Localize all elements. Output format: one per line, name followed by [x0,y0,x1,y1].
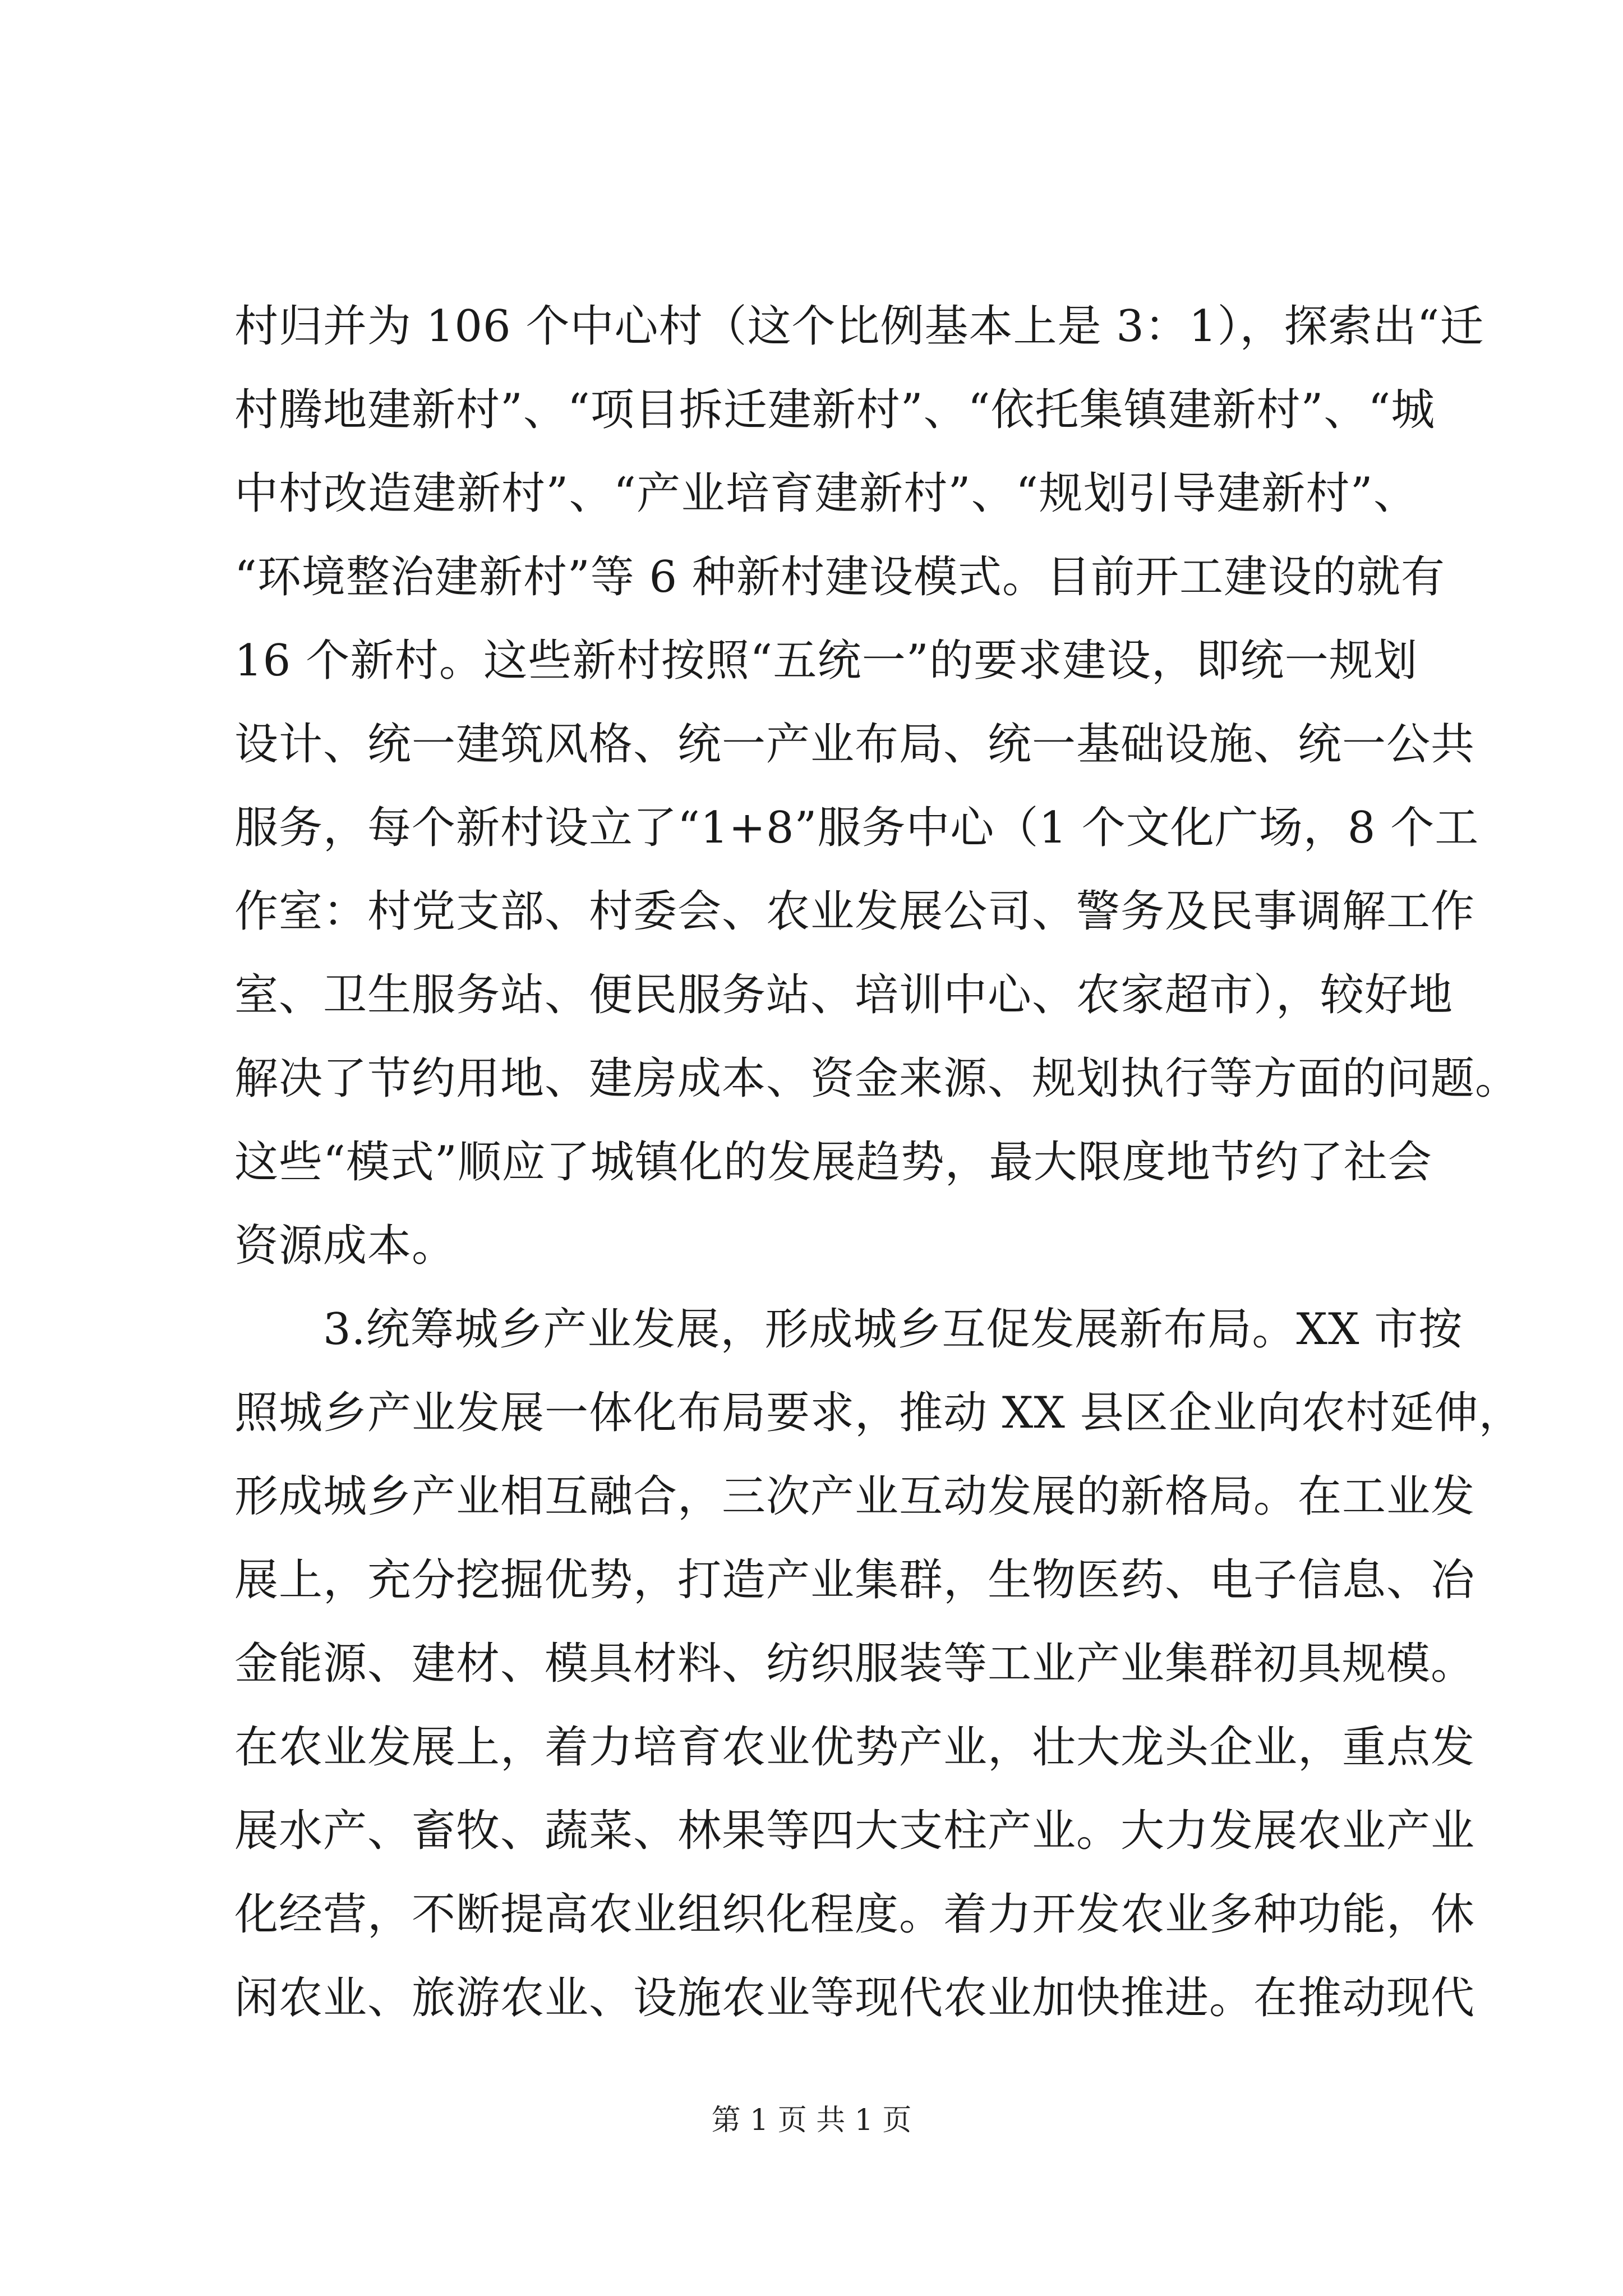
text-line: 展水产、畜牧、蔬菜、林果等四大支柱产业。大力发展农业产业 [234,1806,1476,1856]
text-line: 展上，充分挖掘优势，打造产业集群，生物医药、电子信息、冶 [234,1555,1476,1605]
text-line: 作室：村党支部、村委会、农业发展公司、警务及民事调解工作 [234,886,1476,937]
text-line: 资源成本。 [234,1221,457,1271]
text-line: 16 个新村。这些新村按照“五统一”的要求建设，即统一规划 [234,636,1418,686]
page-footer: 第 1 页 共 1 页 [711,2104,912,2137]
text-line: 化经营，不断提高农业组织化程度。着力开发农业多种功能，休 [234,1889,1476,1940]
text-line: 室、卫生服务站、便民服务站、培训中心、农家超市），较好地 [234,970,1454,1020]
text-line: 解决了节约用地、建房成本、资金来源、规划执行等方面的问题。 [234,1053,1520,1104]
text-line: 闲农业、旅游农业、设施农业等现代农业加快推进。在推动现代 [234,1973,1476,2023]
text-line: 设计、统一建筑风格、统一产业布局、统一基础设施、统一公共 [234,719,1476,770]
text-line: 3.统筹城乡产业发展，形成城乡互促发展新布局。XX 市按 [234,1304,1463,1355]
text-line: 形成城乡产业相互融合，三次产业互动发展的新格局。在工业发 [234,1471,1476,1522]
text-line: “环境整治建新村”等 6 种新村建设模式。目前开工建设的就有 [234,552,1445,602]
text-line: 照城乡产业发展一体化布局要求，推动 XX 县区企业向农村延伸， [234,1388,1523,1438]
text-line: 村腾地建新村”、“项目拆迁建新村”、“依托集镇建新村”、“城 [234,385,1436,435]
text-line: 服务，每个新村设立了“1+8”服务中心（1 个文化广场，8 个工 [234,803,1479,853]
text-line: 中村改造建新村”、“产业培育建新村”、“规划引导建新村”、 [234,468,1418,519]
text-line: 金能源、建材、模具材料、纺织服装等工业产业集群初具规模。 [234,1639,1476,1689]
document-body [234,285,1523,2040]
text-line: 这些“模式”顺应了城镇化的发展趋势，最大限度地节约了社会 [234,1137,1432,1188]
text-line: 村归并为 106 个中心村（这个比例基本上是 3：1），探索出“迁 [234,301,1484,352]
text-line: 在农业发展上，着力培育农业优势产业，壮大龙头企业，重点发 [234,1722,1476,1773]
